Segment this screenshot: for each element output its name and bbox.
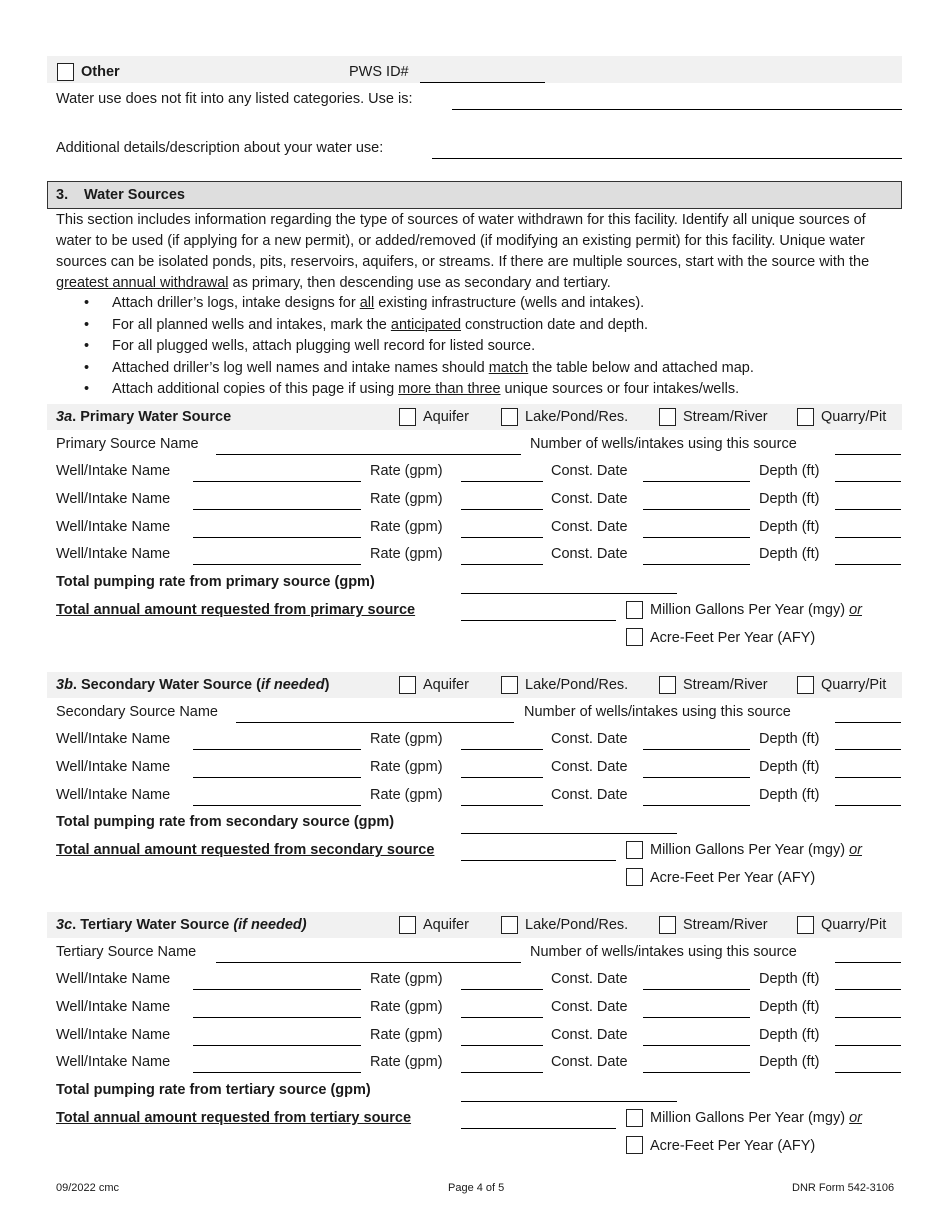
primary-mgy-checkbox[interactable] <box>626 601 643 619</box>
tertiary-depth-label: Depth (ft) <box>759 1026 820 1043</box>
primary-const-date-field[interactable] <box>643 537 750 538</box>
secondary-well-name-label: Well/Intake Name <box>56 786 171 803</box>
primary-rate-label: Rate (gpm) <box>370 546 443 563</box>
primary-const-date-label: Const. Date <box>551 546 628 563</box>
primary-const-date-label: Const. Date <box>551 518 628 535</box>
secondary-type-label: Quarry/Pit <box>821 677 887 693</box>
bullet-icon: • <box>84 359 90 376</box>
primary-const-date-label: Const. Date <box>551 463 628 479</box>
item-text: the table below and attached map. <box>528 359 754 376</box>
item-text: Attached driller’s log well names and intake names should <box>112 359 489 376</box>
item-text: construction date and depth. <box>461 316 649 333</box>
instruction-item <box>84 293 904 315</box>
primary-rate-label: Rate (gpm) <box>370 490 443 507</box>
secondary-type-label: Stream/River <box>683 677 768 693</box>
primary-type-label: Lake/Pond/Res. <box>525 409 629 425</box>
secondary-rate-field[interactable] <box>461 777 543 778</box>
tertiary-rate-field[interactable] <box>461 1072 543 1073</box>
primary-well-name-label: Well/Intake Name <box>56 490 171 507</box>
instruction-item <box>84 315 904 337</box>
primary-const-date-field[interactable] <box>643 481 750 482</box>
tertiary-mgy-checkbox[interactable] <box>626 1109 643 1127</box>
tertiary-const-date-field[interactable] <box>643 1072 750 1073</box>
secondary-depth-field[interactable] <box>835 805 901 806</box>
section-title: Water Sources <box>84 187 185 203</box>
primary-depth-label: Depth (ft) <box>759 546 820 563</box>
tertiary-depth-label: Depth (ft) <box>759 1054 820 1071</box>
secondary-depth-label: Depth (ft) <box>759 731 820 747</box>
tertiary-const-date-field[interactable] <box>643 989 750 990</box>
secondary-well-name-label: Well/Intake Name <box>56 731 171 747</box>
section-number: 3. <box>56 187 69 203</box>
tertiary-total-annual-label: Total annual amount requested from tertiary source <box>56 1109 412 1126</box>
primary-well-name-label: Well/Intake Name <box>56 518 171 535</box>
primary-type-checkbox[interactable] <box>797 408 814 426</box>
tertiary-well-name-label: Well/Intake Name <box>56 1026 171 1043</box>
secondary-afy-label: Acre-Feet Per Year (AFY) <box>650 869 816 886</box>
secondary-source-name-field[interactable] <box>236 722 514 723</box>
primary-title: . Primary Water Source <box>72 409 232 425</box>
secondary-type-checkbox[interactable] <box>797 676 814 694</box>
tertiary-well-name-label: Well/Intake Name <box>56 971 171 987</box>
primary-well-name-label: Well/Intake Name <box>56 463 171 479</box>
secondary-depth-field[interactable] <box>835 777 901 778</box>
tertiary-type-label: Lake/Pond/Res. <box>525 917 629 933</box>
secondary-well-name-label: Well/Intake Name <box>56 758 171 775</box>
secondary-num-wells-label: Number of wells/intakes using this source <box>524 704 791 720</box>
secondary-qualifier: if needed <box>260 677 325 693</box>
secondary-type-label: Aquifer <box>423 677 469 693</box>
tertiary-rate-label: Rate (gpm) <box>370 971 443 987</box>
item-text: existing infrastructure (wells and intakes). <box>374 295 645 311</box>
tertiary-const-date-field[interactable] <box>643 1045 750 1046</box>
tertiary-type-checkbox[interactable] <box>659 916 676 934</box>
tertiary-source-title <box>56 917 307 933</box>
tertiary-rate-field[interactable] <box>461 989 543 990</box>
tertiary-title: . Tertiary Water Source <box>72 917 234 933</box>
secondary-depth-field[interactable] <box>835 749 901 750</box>
secondary-type-label: Lake/Pond/Res. <box>525 677 629 693</box>
item-text: unique sources or four intakes/wells. <box>500 381 740 397</box>
secondary-title: . Secondary Water Source ( <box>72 677 261 693</box>
item-emphasis: all <box>359 295 375 311</box>
primary-total-annual-field[interactable] <box>461 620 616 621</box>
or-text: or <box>849 1109 862 1126</box>
primary-type-checkbox[interactable] <box>399 408 416 426</box>
secondary-type-checkbox[interactable] <box>399 676 416 694</box>
primary-rate-field[interactable] <box>461 481 543 482</box>
tertiary-type-label: Stream/River <box>683 917 768 933</box>
secondary-total-rate-label: Total pumping rate from secondary source (gpm) <box>56 814 395 831</box>
tertiary-well-name-label: Well/Intake Name <box>56 998 171 1015</box>
primary-afy-checkbox[interactable] <box>626 628 643 646</box>
primary-type-checkbox[interactable] <box>501 408 518 426</box>
tertiary-type-checkbox[interactable] <box>797 916 814 934</box>
secondary-rate-label: Rate (gpm) <box>370 758 443 775</box>
tertiary-depth-field[interactable] <box>835 1045 901 1046</box>
primary-total-annual-label: Total annual amount requested from primary source <box>56 601 416 618</box>
primary-rate-field[interactable] <box>461 509 543 510</box>
secondary-num-wells-field[interactable] <box>835 722 901 723</box>
details-field[interactable] <box>432 158 902 159</box>
tertiary-depth-field[interactable] <box>835 1072 901 1073</box>
secondary-const-date-label: Const. Date <box>551 731 628 747</box>
primary-const-date-label: Const. Date <box>551 490 628 507</box>
secondary-const-date-label: Const. Date <box>551 758 628 775</box>
primary-total-rate-field[interactable] <box>461 593 677 594</box>
secondary-rate-label: Rate (gpm) <box>370 731 443 747</box>
tertiary-const-date-label: Const. Date <box>551 1054 628 1071</box>
primary-mgy-label <box>650 602 862 618</box>
tertiary-rate-field[interactable] <box>461 1017 543 1018</box>
tertiary-type-label: Quarry/Pit <box>821 917 887 933</box>
primary-depth-label: Depth (ft) <box>759 518 820 535</box>
tertiary-total-rate-field[interactable] <box>461 1101 677 1102</box>
tertiary-qualifier: (if needed) <box>233 917 307 933</box>
pws-id-label: PWS ID# <box>349 64 409 80</box>
primary-rate-label: Rate (gpm) <box>370 518 443 535</box>
secondary-afy-checkbox[interactable] <box>626 868 643 886</box>
item-text: Attach additional copies of this page if using <box>112 381 399 397</box>
secondary-mgy-checkbox[interactable] <box>626 841 643 859</box>
mgy-text: Million Gallons Per Year (mgy) <box>650 1109 846 1126</box>
primary-depth-field[interactable] <box>835 564 901 565</box>
bullet-icon: • <box>84 381 90 397</box>
instruction-item <box>84 336 904 358</box>
instruction-item <box>84 379 904 401</box>
tertiary-const-date-label: Const. Date <box>551 1026 628 1043</box>
use-is-label: Water use does not fit into any listed categories. Use is: <box>56 91 413 107</box>
or-text: or <box>849 601 862 618</box>
primary-type-label: Stream/River <box>683 409 768 425</box>
tertiary-rate-label: Rate (gpm) <box>370 998 443 1015</box>
tertiary-well-name-label: Well/Intake Name <box>56 1054 171 1071</box>
primary-type-checkbox[interactable] <box>659 408 676 426</box>
primary-afy-label: Acre-Feet Per Year (AFY) <box>650 629 816 646</box>
other-row-shade <box>47 56 902 83</box>
bullet-icon: • <box>84 338 90 354</box>
bullet-icon: • <box>84 316 90 333</box>
tertiary-well-name-field[interactable] <box>193 1045 361 1046</box>
primary-total-rate-label: Total pumping rate from primary source (gpm) <box>56 574 375 591</box>
secondary-const-date-field[interactable] <box>643 749 750 750</box>
primary-source-title <box>56 409 231 425</box>
primary-rate-field[interactable] <box>461 564 543 565</box>
item-text: Attach driller’s logs, intake designs for <box>112 295 360 311</box>
primary-well-name-field[interactable] <box>193 509 361 510</box>
mgy-text: Million Gallons Per Year (mgy) <box>650 841 846 858</box>
item-emphasis: more than three <box>398 381 501 397</box>
tertiary-well-name-field[interactable] <box>193 1072 361 1073</box>
details-label: Additional details/description about your water use: <box>56 140 384 156</box>
tertiary-type-label: Aquifer <box>423 917 469 933</box>
other-label: Other <box>81 64 120 80</box>
secondary-code: 3b <box>56 677 73 693</box>
bullet-icon: • <box>84 295 90 311</box>
other-checkbox[interactable] <box>57 63 74 81</box>
primary-code: 3a <box>56 409 73 425</box>
primary-rate-label: Rate (gpm) <box>370 463 443 479</box>
tertiary-const-date-label: Const. Date <box>551 971 628 987</box>
tertiary-well-name-field[interactable] <box>193 989 361 990</box>
secondary-const-date-field[interactable] <box>643 805 750 806</box>
tertiary-num-wells-field[interactable] <box>835 962 901 963</box>
primary-depth-label: Depth (ft) <box>759 490 820 507</box>
tertiary-total-rate-label: Total pumping rate from tertiary source (gpm) <box>56 1082 371 1099</box>
intro-text-end: as primary, then descending use as secondary and tertiary. <box>228 275 611 291</box>
tertiary-depth-label: Depth (ft) <box>759 998 820 1015</box>
footer-form-number: DNR Form 542-3106 <box>792 1182 895 1194</box>
intro-emphasis: greatest annual withdrawal <box>56 275 229 291</box>
secondary-total-annual-field[interactable] <box>461 860 616 861</box>
tertiary-source-name-label: Tertiary Source Name <box>56 944 197 960</box>
item-text: For all planned wells and intakes, mark the <box>112 316 391 333</box>
tertiary-well-name-field[interactable] <box>193 1017 361 1018</box>
primary-depth-field[interactable] <box>835 509 901 510</box>
tertiary-code: 3c <box>56 917 73 933</box>
primary-well-name-field[interactable] <box>193 537 361 538</box>
primary-depth-field[interactable] <box>835 537 901 538</box>
primary-type-label: Aquifer <box>423 409 469 425</box>
secondary-source-name-label: Secondary Source Name <box>56 704 218 720</box>
tertiary-mgy-label <box>650 1110 862 1126</box>
primary-num-wells-label: Number of wells/intakes using this source <box>530 436 797 452</box>
tertiary-type-checkbox[interactable] <box>399 916 416 934</box>
secondary-const-date-field[interactable] <box>643 777 750 778</box>
tertiary-rate-field[interactable] <box>461 1045 543 1046</box>
secondary-depth-label: Depth (ft) <box>759 786 820 803</box>
secondary-const-date-label: Const. Date <box>551 786 628 803</box>
item-text: For all plugged wells, attach plugging well record for listed source. <box>112 338 536 354</box>
primary-well-name-field[interactable] <box>193 481 361 482</box>
section-3-header <box>47 181 902 209</box>
tertiary-num-wells-label: Number of wells/intakes using this source <box>530 944 797 960</box>
primary-well-name-label: Well/Intake Name <box>56 546 171 563</box>
tertiary-const-date-field[interactable] <box>643 1017 750 1018</box>
footer-page-number: Page 4 of 5 <box>448 1182 505 1194</box>
primary-rate-field[interactable] <box>461 537 543 538</box>
primary-source-name-field[interactable] <box>216 454 521 455</box>
tertiary-total-annual-field[interactable] <box>461 1128 616 1129</box>
primary-const-date-field[interactable] <box>643 509 750 510</box>
secondary-well-name-field[interactable] <box>193 777 361 778</box>
tertiary-depth-field[interactable] <box>835 989 901 990</box>
secondary-type-checkbox[interactable] <box>501 676 518 694</box>
pws-id-field[interactable] <box>420 82 545 83</box>
primary-source-name-label: Primary Source Name <box>56 436 199 452</box>
section-intro <box>56 210 896 294</box>
secondary-rate-field[interactable] <box>461 749 543 750</box>
secondary-type-checkbox[interactable] <box>659 676 676 694</box>
primary-depth-label: Depth (ft) <box>759 463 820 479</box>
secondary-depth-label: Depth (ft) <box>759 758 820 775</box>
tertiary-afy-label: Acre-Feet Per Year (AFY) <box>650 1137 816 1154</box>
instruction-list <box>84 293 904 401</box>
or-text: or <box>849 841 862 858</box>
tertiary-rate-label: Rate (gpm) <box>370 1054 443 1071</box>
primary-type-label: Quarry/Pit <box>821 409 887 425</box>
secondary-well-name-field[interactable] <box>193 749 361 750</box>
primary-const-date-field[interactable] <box>643 564 750 565</box>
instruction-item <box>84 358 904 380</box>
tertiary-const-date-label: Const. Date <box>551 998 628 1015</box>
footer-date: 09/2022 cmc <box>56 1182 119 1194</box>
primary-well-name-field[interactable] <box>193 564 361 565</box>
tertiary-rate-label: Rate (gpm) <box>370 1026 443 1043</box>
tertiary-depth-label: Depth (ft) <box>759 971 820 987</box>
secondary-well-name-field[interactable] <box>193 805 361 806</box>
tertiary-source-name-field[interactable] <box>216 962 521 963</box>
intro-text: This section includes information regarding the type of sources of water withdrawn for this facility. Identify all unique sources of water to be used (if applying for a new permit), or added/removed (if modifying an existing permit) for this facility. Unique water sources can be isolated ponds, pits, reservoirs, aquifers, or streams. If there are multiple sources, start with the source with the <box>56 212 870 270</box>
tertiary-depth-field[interactable] <box>835 1017 901 1018</box>
secondary-source-title <box>56 677 329 693</box>
primary-num-wells-field[interactable] <box>835 454 901 455</box>
secondary-total-rate-field[interactable] <box>461 833 677 834</box>
tertiary-afy-checkbox[interactable] <box>626 1136 643 1154</box>
secondary-rate-field[interactable] <box>461 805 543 806</box>
item-emphasis: match <box>488 359 529 376</box>
item-emphasis: anticipated <box>390 316 462 333</box>
secondary-rate-label: Rate (gpm) <box>370 786 443 803</box>
secondary-title-close: ) <box>324 677 330 693</box>
mgy-text: Million Gallons Per Year (mgy) <box>650 601 846 618</box>
primary-depth-field[interactable] <box>835 481 901 482</box>
tertiary-type-checkbox[interactable] <box>501 916 518 934</box>
secondary-total-annual-label: Total annual amount requested from secondary source <box>56 841 435 858</box>
secondary-mgy-label <box>650 842 862 858</box>
use-is-field[interactable] <box>452 109 902 110</box>
